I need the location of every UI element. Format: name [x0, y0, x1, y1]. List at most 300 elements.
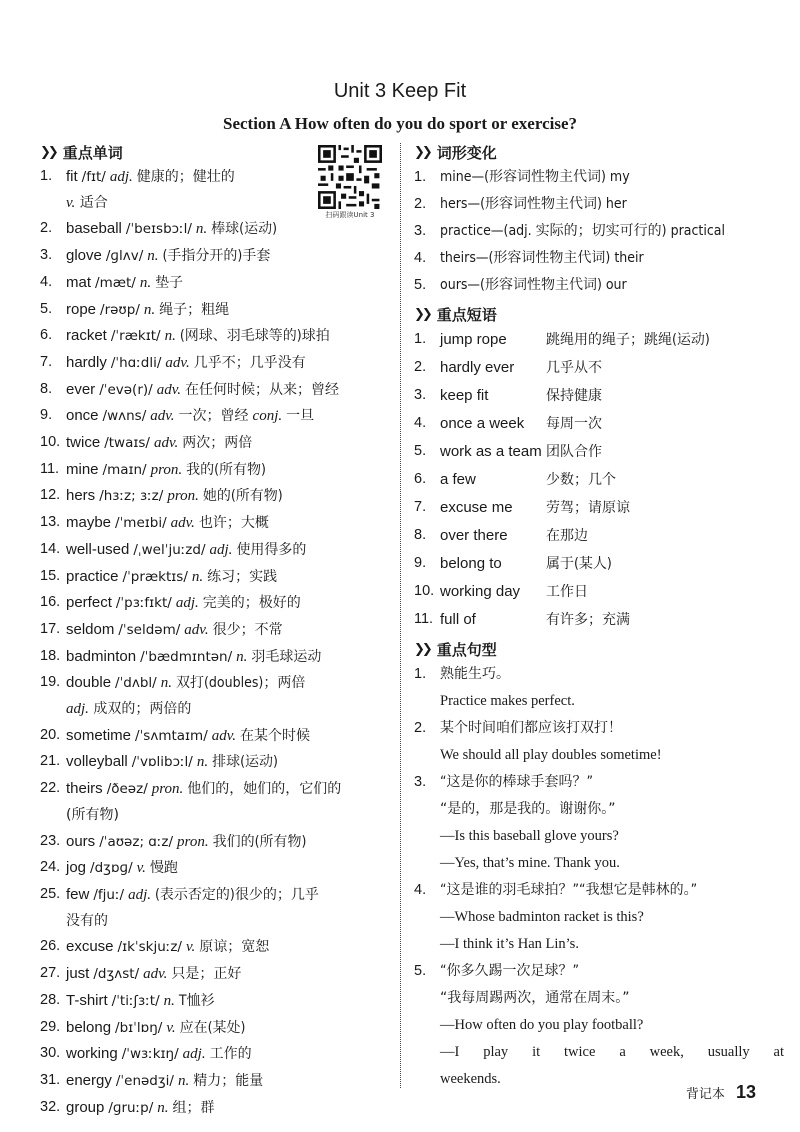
phrase-english: a few: [440, 471, 476, 488]
phrase-english: keep fit: [440, 387, 489, 404]
definition: 成双的；两倍的: [93, 701, 192, 718]
part-of-speech: n.: [160, 675, 172, 692]
definition: 她的(所有物): [202, 488, 283, 505]
phonetic: /ˈpɜːfɪkt/: [115, 595, 172, 612]
vocab-word: volleyball: [66, 753, 128, 771]
item-number: 5.: [414, 277, 427, 293]
vocab-item: [40, 510, 392, 537]
phonetic: /ɡlʌv/: [105, 248, 144, 265]
phonetic: /rəʊp/: [100, 301, 140, 318]
vocab-continuation: 没有的: [66, 912, 108, 929]
vocab-continuation: [40, 191, 392, 217]
part-of-speech: pron.: [150, 461, 183, 478]
part-of-speech: adj.: [66, 701, 89, 718]
phonetic: /ˈrækɪt/: [110, 328, 161, 345]
vocab-word: mat: [66, 273, 92, 291]
phrase-entry: [440, 522, 784, 550]
item-number: 5.: [414, 963, 427, 979]
item-number: 19.: [40, 674, 61, 691]
vocab-list: [40, 164, 392, 1121]
vocab-item: [40, 430, 392, 457]
form-item: [414, 218, 784, 245]
vocab-item: [40, 270, 392, 297]
vocab-entry: [66, 988, 392, 1015]
item-number: 23.: [40, 832, 61, 849]
phonetic: /ˈhɑːdli/: [110, 354, 162, 371]
form-item: [414, 245, 784, 272]
right-column: [414, 140, 784, 1093]
vocab-word: rope: [66, 300, 97, 318]
part-of-speech: adj.: [175, 595, 199, 612]
phrase-entry: [440, 494, 784, 522]
vocab-word: seldom: [66, 620, 115, 638]
vocab-entry: [66, 270, 392, 297]
vocab-entry: [66, 243, 392, 270]
definition: 健康的；健壮的: [136, 169, 235, 185]
vocab-item: [40, 350, 392, 377]
part-of-speech: v.: [166, 1019, 176, 1036]
definition: 很少；不常: [212, 621, 283, 638]
vocab-word: fit: [66, 168, 78, 185]
vocab-entry: [66, 670, 392, 697]
item-number: 18.: [40, 647, 61, 664]
form-item: [414, 164, 784, 191]
definition: 精力；能量: [193, 1072, 264, 1089]
definition: 我的(所有物): [186, 461, 266, 478]
vocab-word: ours: [66, 832, 96, 850]
form-text: theirs—(形容词性物主代词) their: [440, 250, 644, 266]
phrase-chinese: 劳驾；请原谅: [546, 500, 630, 516]
definition: (网球、羽毛球等的)球拍: [179, 328, 330, 345]
definition: 组；群: [172, 1099, 215, 1116]
item-number: 3.: [414, 223, 427, 239]
vocab-item: [40, 483, 392, 510]
item-number: 6.: [414, 471, 427, 487]
item-number: 9.: [40, 407, 53, 424]
phrase-item: [414, 410, 784, 438]
vocab-word: belong: [66, 1018, 112, 1036]
phrase-chinese: 每周一次: [546, 416, 602, 432]
definition: (表示否定的)很少的；几乎: [154, 886, 319, 903]
phrase-english: working day: [440, 583, 521, 600]
phonetic: /ˈmeɪbi/: [115, 515, 167, 532]
page-footer: [686, 1082, 756, 1103]
item-number: 2.: [414, 196, 427, 212]
page-number: 13: [735, 1082, 756, 1102]
vocab-word: double: [66, 674, 112, 692]
part-of-speech: n.: [164, 328, 176, 345]
vocab-word: hardly: [66, 353, 107, 371]
phrase-item: [414, 354, 784, 382]
phonetic: /ɡruːp/: [108, 1099, 154, 1116]
phonetic: /ˈbædmɪntən/: [140, 648, 233, 665]
sentence-item: [414, 769, 784, 796]
vocab-entry: [66, 855, 392, 882]
part-of-speech: n.: [143, 301, 156, 318]
phonetic: /ˈdʌbl/: [115, 675, 157, 692]
phrase-item: [414, 466, 784, 494]
vocab-entry: [66, 403, 392, 430]
definition: 慢跑: [149, 860, 178, 877]
phrases-heading: [414, 302, 784, 326]
form-text: ours—(形容词性物主代词) our: [440, 277, 627, 293]
vocab-item: [40, 829, 392, 856]
vocab-entry: [66, 829, 392, 856]
vocab-entry: [66, 323, 392, 350]
part-of-speech: n.: [195, 221, 208, 238]
sentence-line: —How often do you play football?: [440, 1017, 644, 1033]
vocab-item: [40, 216, 392, 243]
part-of-speech: adv.: [143, 966, 168, 983]
phrase-item: [414, 326, 784, 354]
definition: 几乎不；几乎没有: [193, 354, 306, 371]
item-number: 11.: [40, 460, 60, 477]
phrase-item: [414, 494, 784, 522]
phrase-item: [414, 382, 784, 410]
vocab-item: [40, 855, 392, 882]
phonetic: /ˈvɒlibɔːl/: [131, 754, 193, 771]
definition: 排球(运动): [212, 754, 278, 771]
item-number: 2.: [414, 359, 427, 375]
phonetic: /ˈseldəm/: [118, 621, 181, 638]
phrase-english: jump rope: [440, 331, 507, 348]
vocab-heading: [40, 140, 392, 164]
sentence-line: “这是你的棒球手套吗？”: [440, 774, 594, 790]
item-number: 31.: [40, 1071, 61, 1088]
phonetic: /bɪˈlɒŋ/: [115, 1019, 163, 1036]
column-divider: [400, 143, 401, 1088]
vocab-entry: [66, 617, 392, 644]
item-number: 7.: [414, 499, 427, 515]
sentence-item: [414, 958, 784, 985]
part-of-speech: pron.: [167, 488, 199, 505]
phonetic: /ðeəz/: [106, 781, 148, 798]
item-number: 14.: [40, 540, 61, 557]
vocab-item: [40, 243, 392, 270]
phonetic: /hɜːz; ɜːz/: [99, 488, 164, 505]
vocab-word: once: [66, 407, 99, 425]
vocab-entry: [66, 1095, 392, 1122]
phrase-item: [414, 606, 784, 634]
sentences-heading: [414, 637, 784, 661]
vocab-entry: [66, 297, 392, 324]
item-number: 5.: [40, 300, 53, 317]
item-number: 17.: [40, 620, 61, 637]
phonetic: /ɪkˈskjuːz/: [117, 939, 182, 956]
vocab-entry: [66, 934, 392, 961]
form-item: [414, 191, 784, 218]
vocab-item: [40, 644, 392, 671]
sentences-list: [414, 661, 784, 1093]
vocab-word: working: [66, 1045, 118, 1063]
item-number: 1.: [414, 331, 427, 347]
vocab-item: [40, 537, 392, 564]
vocab-entry: [66, 882, 392, 909]
vocab-entry: [66, 377, 392, 404]
item-number: 26.: [40, 938, 61, 955]
vocab-entry: [66, 961, 392, 988]
vocab-word: practice: [66, 567, 119, 585]
vocab-word: group: [66, 1098, 105, 1116]
vocab-word: well-used: [66, 540, 130, 558]
item-number: 1.: [414, 169, 427, 185]
vocab-entry: [66, 590, 392, 617]
phrase-item: [414, 550, 784, 578]
part-of-speech: adj.: [109, 169, 133, 185]
vocab-word: perfect: [66, 594, 112, 612]
item-number: 32.: [40, 1098, 61, 1115]
phonetic: /dʒʌst/: [93, 966, 140, 983]
sentence-line: —Whose badminton racket is this?: [440, 909, 644, 925]
vocab-entry: [66, 723, 392, 750]
forms-heading-label: 词形变化: [436, 143, 497, 162]
sentence-line: “你多久踢一次足球？”: [440, 963, 580, 979]
vocab-word: badminton: [66, 647, 137, 665]
vocab-item: [40, 961, 392, 988]
part-of-speech: adj.: [209, 541, 233, 558]
phonetic: /mæt/: [95, 274, 136, 291]
item-number: 21.: [40, 753, 61, 770]
vocab-entry: [66, 457, 392, 484]
vocab-entry: [66, 644, 392, 671]
vocab-item: [40, 457, 392, 484]
definition: 一旦: [286, 408, 315, 425]
double-chevron-icon: ❯❯: [414, 641, 430, 657]
phonetic: /ˈaʊəz; ɑːz/: [99, 833, 174, 850]
vocab-word: baseball: [66, 220, 122, 238]
vocab-word: twice: [66, 434, 101, 452]
vocab-item: [40, 1041, 392, 1068]
item-number: 4.: [414, 415, 427, 431]
section-title: Section A How often do you do sport or exercise?: [223, 114, 577, 133]
vocab-word: just: [66, 965, 90, 983]
definition: 双打(doubles)；两倍: [175, 675, 306, 692]
vocab-item: [40, 882, 392, 909]
part-of-speech: adj.: [182, 1046, 206, 1063]
phonetic: /dʒɒɡ/: [90, 860, 133, 877]
vocab-word: excuse: [66, 938, 114, 956]
phonetic: /fjuː/: [93, 886, 125, 903]
vocab-entry: [66, 1068, 392, 1095]
vocab-word: ever: [66, 380, 96, 398]
definition: (手指分开的)手套: [162, 248, 271, 265]
phrase-entry: [440, 326, 784, 354]
phrases-list: [414, 326, 784, 634]
item-number: 20.: [40, 726, 61, 743]
item-number: 30.: [40, 1045, 61, 1062]
vocab-entry: [66, 537, 392, 564]
definition: 他们的，她们的，它们的: [187, 781, 342, 798]
phrase-chinese: 几乎从不: [546, 360, 602, 376]
vocab-item: [40, 590, 392, 617]
definition: 工作的: [209, 1046, 252, 1063]
phrase-english: excuse me: [440, 499, 513, 516]
definition: 在任何时候；从来；曾经: [184, 381, 339, 398]
phonetic: /ˈenədʒi/: [115, 1072, 174, 1089]
phonetic: /maɪn/: [102, 461, 147, 478]
vocab-item: [40, 670, 392, 697]
part-of-speech: adv.: [150, 408, 175, 425]
vocab-word: maybe: [66, 514, 112, 532]
vocab-item: [40, 564, 392, 591]
definition: 应在(某处): [179, 1019, 246, 1036]
phrases-heading-label: 重点短语: [436, 305, 497, 324]
definition: 只是；正好: [171, 966, 242, 983]
definition: 完美的；极好的: [202, 595, 301, 612]
phrase-chinese: 团队合作: [546, 444, 602, 460]
part-of-speech: n.: [147, 248, 159, 265]
vocab-word: energy: [66, 1071, 112, 1089]
phrase-chinese: 工作日: [546, 584, 588, 600]
vocab-word: theirs: [66, 780, 103, 798]
vocab-entry: [66, 749, 392, 776]
phrase-chinese: 有许多；充满: [546, 612, 630, 628]
definition: 适合: [79, 194, 108, 211]
phrase-chinese: 少数；几个: [546, 472, 616, 488]
vocab-entry: [66, 483, 392, 510]
form-text: mine—(形容词性物主代词) my: [440, 169, 630, 185]
sentence-line: “这是谁的羽毛球拍？”“我想它是韩林的。”: [440, 882, 698, 898]
item-number: 3.: [414, 774, 427, 790]
item-number: 1.: [40, 168, 53, 184]
item-number: 7.: [40, 353, 53, 370]
double-chevron-icon: ❯❯: [414, 306, 430, 322]
item-number: 8.: [40, 380, 53, 397]
phrase-english: hardly ever: [440, 359, 515, 376]
phonetic: /fɪt/: [81, 169, 106, 185]
phrase-chinese: 属于(某人): [546, 556, 612, 572]
item-number: 13.: [40, 514, 61, 531]
vocab-word: mine: [66, 460, 99, 478]
vocab-item: [40, 1068, 392, 1095]
form-text: practice—(adj. 实际的；切实可行的) practical: [440, 223, 725, 239]
phrase-item: [414, 578, 784, 606]
vocab-word: racket: [66, 327, 107, 345]
definition: 原谅；宽恕: [199, 939, 270, 956]
part-of-speech: n.: [196, 754, 209, 771]
vocab-entry: [66, 164, 392, 191]
definition: 棒球(运动): [211, 221, 278, 238]
part-of-speech: conj.: [252, 408, 283, 425]
vocab-item: [40, 776, 392, 803]
vocab-word: T-shirt: [66, 991, 108, 1009]
vocab-item: [40, 297, 392, 324]
vocab-item: [40, 164, 392, 191]
item-number: 29.: [40, 1018, 61, 1035]
item-number: 5.: [414, 443, 427, 459]
sentence-line: —I play it twice a week, usually at: [440, 1044, 784, 1060]
vocab-item: [40, 988, 392, 1015]
vocab-item: [40, 403, 392, 430]
vocab-entry: [66, 564, 392, 591]
double-chevron-icon: ❯❯: [414, 144, 430, 160]
vocab-item: [40, 723, 392, 750]
vocab-entry: [66, 510, 392, 537]
part-of-speech: n.: [139, 274, 152, 291]
phrase-english: over there: [440, 527, 508, 544]
phrase-chinese: 在那边: [546, 528, 588, 544]
item-number: 2.: [414, 720, 427, 736]
vocab-entry: [66, 1015, 392, 1042]
phonetic: /ˈtiːʃɜːt/: [111, 992, 160, 1009]
part-of-speech: n.: [236, 648, 248, 665]
sentence-line: We should all play doubles sometime!: [440, 747, 662, 763]
phrase-entry: [440, 410, 784, 438]
sentence-item: [414, 661, 784, 688]
vocab-column: [40, 140, 392, 1121]
item-number: 3.: [40, 247, 53, 264]
vocab-item: [40, 934, 392, 961]
sentence-line: “是的，那是我的。谢谢你。”: [440, 801, 616, 817]
phrase-entry: [440, 550, 784, 578]
sentence-line: “我每周踢两次，通常在周末。”: [440, 990, 630, 1006]
item-number: 4.: [40, 273, 53, 290]
definition: 垫子: [155, 274, 184, 291]
phrase-chinese: 跳绳用的绳子；跳绳(运动): [546, 332, 710, 348]
vocab-continuation: [40, 697, 392, 723]
part-of-speech: adv.: [153, 435, 179, 452]
definition: 羽毛球运动: [251, 648, 322, 665]
sentence-line: 某个时间咱们都应该打双打！: [440, 720, 622, 736]
phrase-english: work as a team: [440, 443, 542, 460]
item-number: 28.: [40, 991, 61, 1008]
part-of-speech: adv.: [184, 621, 209, 638]
phrase-entry: [440, 606, 784, 634]
definition: 我们的(所有物): [212, 833, 307, 850]
definition: 在某个时候: [240, 727, 311, 744]
item-number: 22.: [40, 780, 61, 797]
sentence-item: [414, 715, 784, 742]
item-number: 15.: [40, 567, 61, 584]
part-of-speech: n.: [157, 1099, 169, 1116]
vocab-continuation: (所有物): [66, 806, 119, 823]
form-item: [414, 272, 784, 299]
part-of-speech: adv.: [165, 354, 190, 371]
definition: 绳子；粗绳: [159, 301, 230, 318]
sentence-line: —I think it’s Han Lin’s.: [440, 936, 579, 952]
vocab-heading-label: 重点单词: [62, 143, 123, 162]
part-of-speech: adv.: [170, 515, 195, 532]
sentence-line: 熟能生巧。: [440, 666, 510, 682]
phonetic: /ˈwɜːkɪŋ/: [121, 1046, 179, 1063]
phonetic: /twaɪs/: [104, 435, 150, 452]
part-of-speech: v.: [136, 860, 146, 877]
phrase-item: [414, 522, 784, 550]
phonetic: /ˈpræktɪs/: [122, 568, 188, 585]
item-number: 1.: [414, 666, 427, 682]
sentence-line: —Is this baseball glove yours?: [440, 828, 619, 844]
item-number: 12.: [40, 487, 61, 504]
item-number: 4.: [414, 882, 427, 898]
form-text: hers—(形容词性物主代词) her: [440, 196, 627, 212]
vocab-entry: [66, 216, 392, 243]
definition: 也许；大概: [198, 515, 269, 532]
item-number: 2.: [40, 220, 53, 237]
sentences-heading-label: 重点句型: [436, 640, 497, 659]
part-of-speech: n.: [191, 568, 204, 585]
definition: 练习；实践: [207, 568, 278, 585]
vocab-entry: [66, 430, 392, 457]
vocab-entry: [66, 350, 392, 377]
part-of-speech: pron.: [177, 833, 209, 850]
vocab-word: glove: [66, 247, 102, 265]
sentence-line: Practice makes perfect.: [440, 693, 575, 709]
phonetic: /ˈevə(r)/: [99, 381, 153, 398]
part-of-speech: n.: [163, 992, 175, 1009]
phrase-english: once a week: [440, 415, 525, 432]
phrase-entry: [440, 382, 784, 410]
item-number: 10.: [40, 434, 61, 451]
